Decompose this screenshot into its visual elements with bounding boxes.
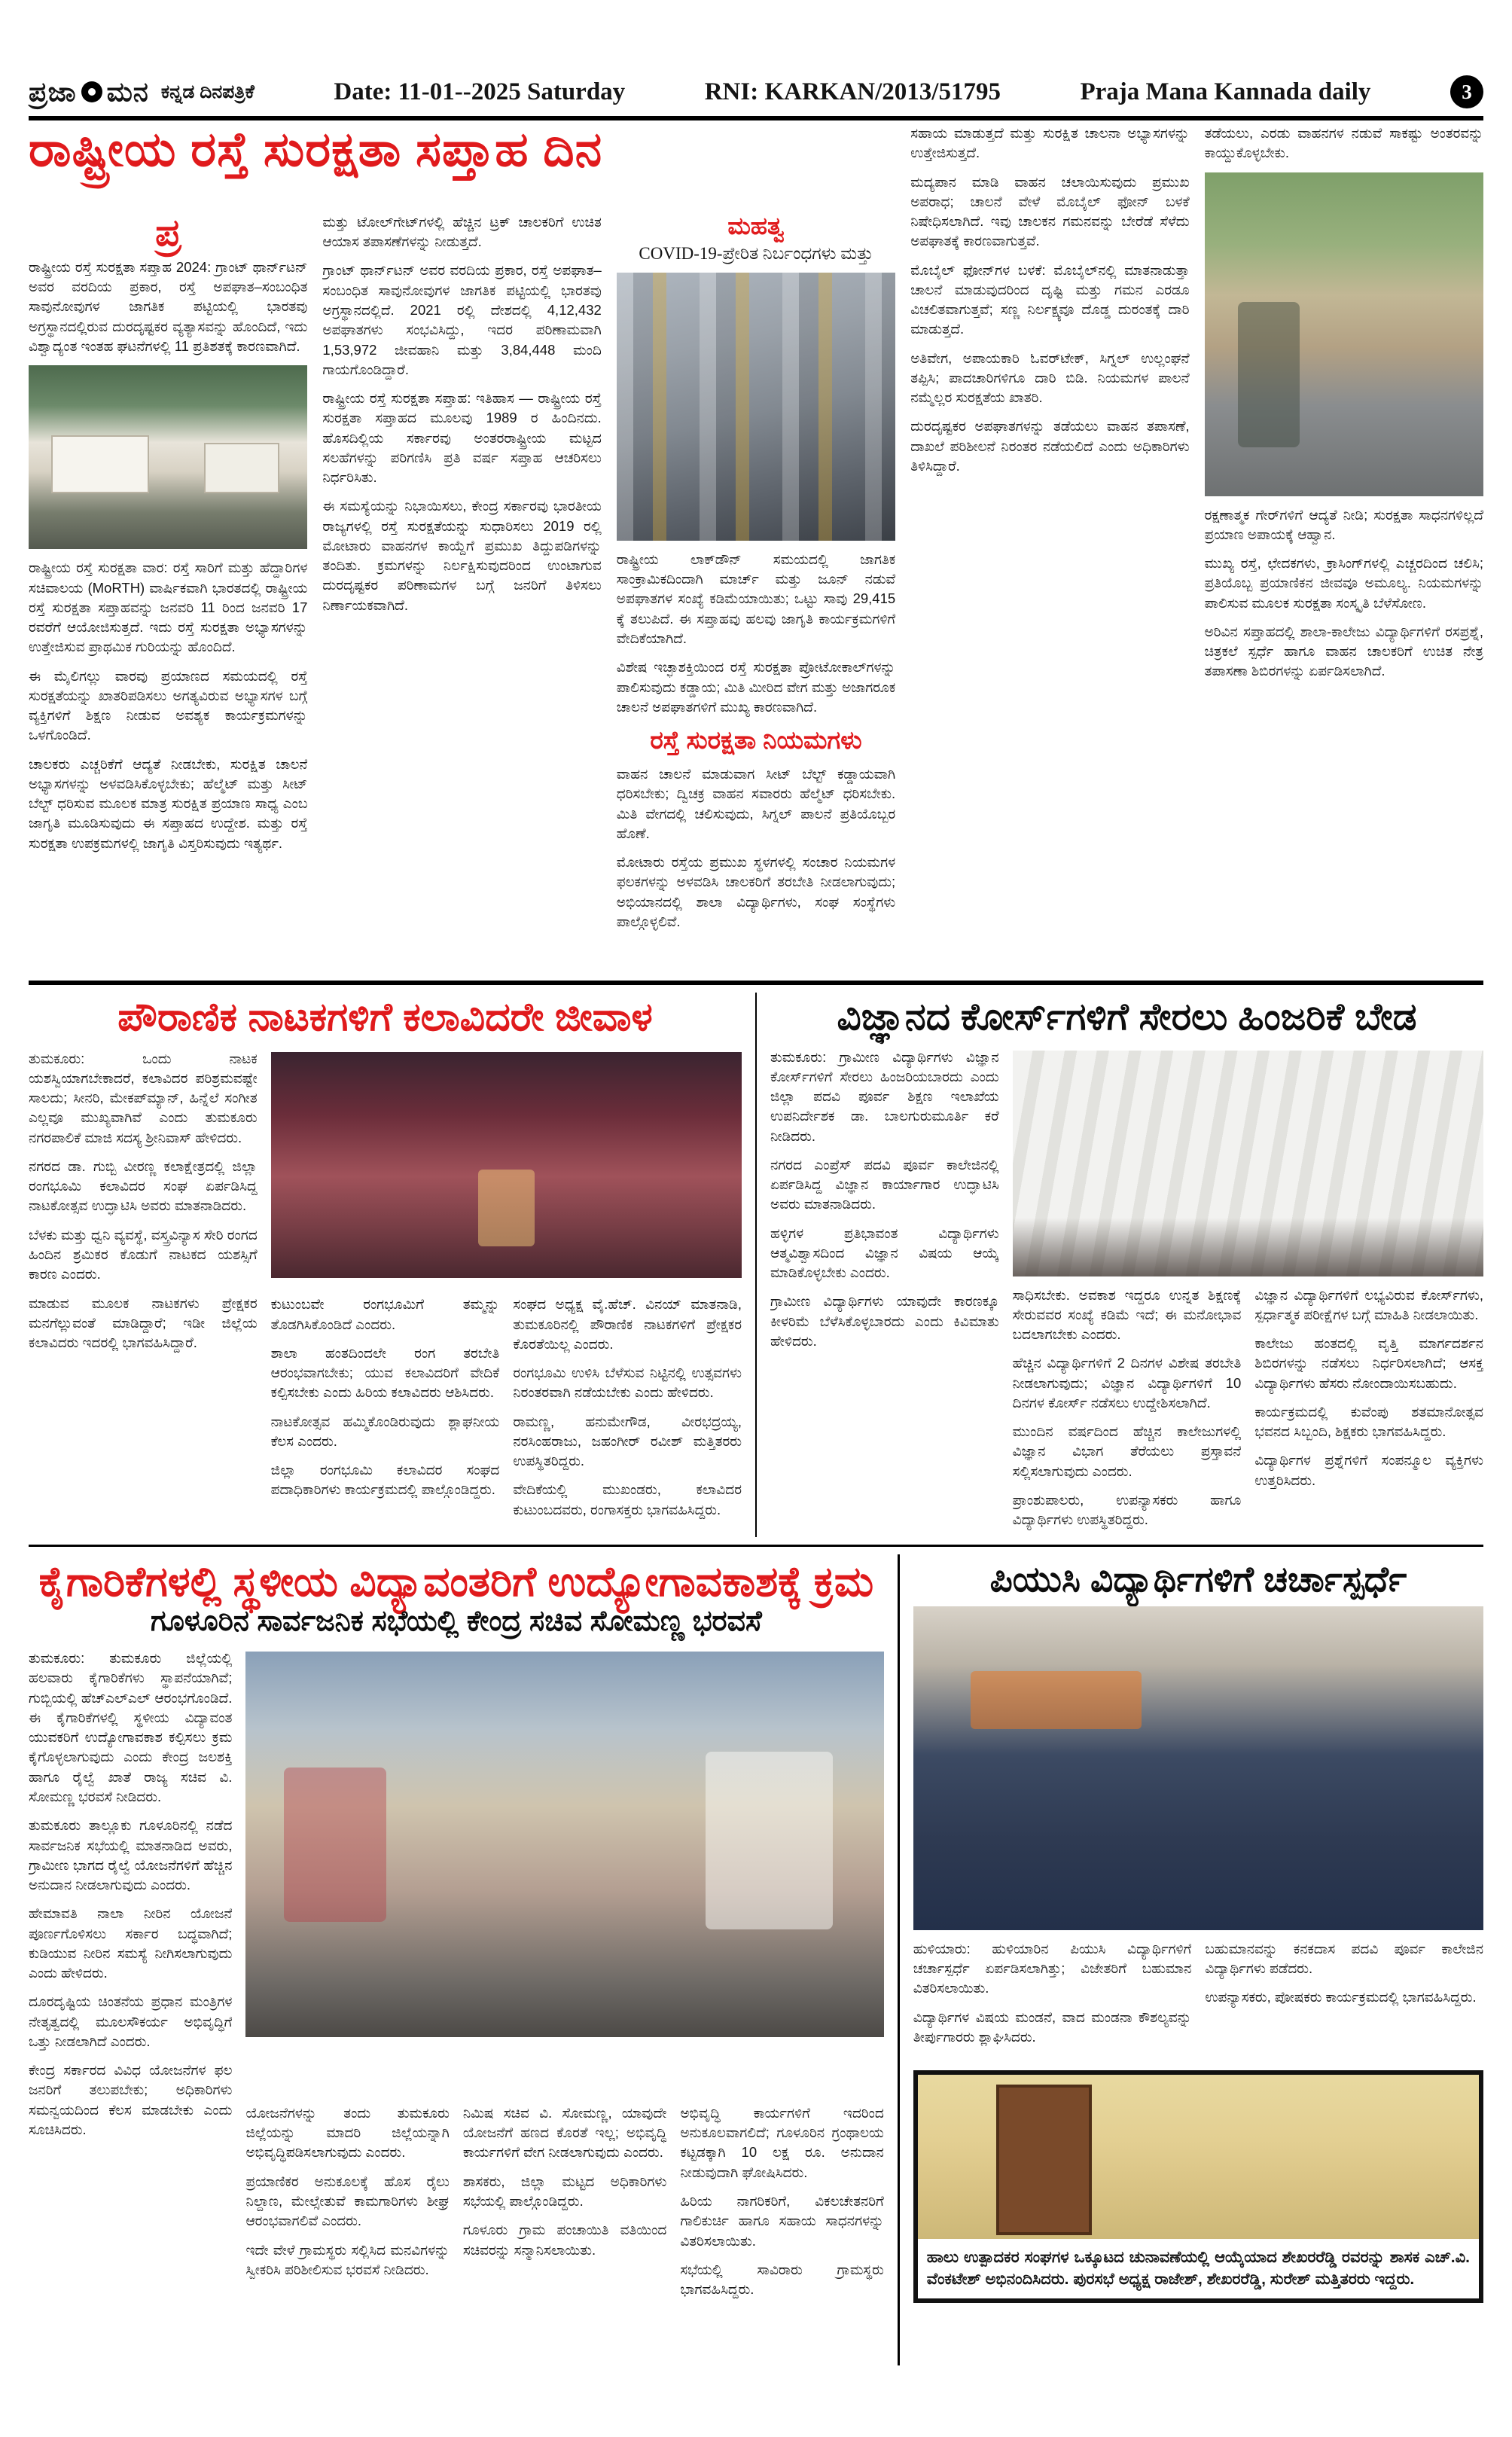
road-safety-col-1 [29, 212, 307, 973]
body-paragraph: ಈ ಮೈಲಿಗಲ್ಲು ವಾರವು ಪ್ರಯಾಣದ ಸಮಯದಲ್ಲಿ ರಸ್ತೆ ಸುರಕ್ಷತೆಯನ್ನು ಖಾತರಿಪಡಿಸಲು ಅಗತ್ಯವಿರುವ ಅಭ್ಯಾಸಗಳ ಬಗ್ಗೆ ವ್ಯಕ್ತಿಗಳಿಗೆ ಶಿಕ್ಷಣ ನೀಡುವ ಅವಶ್ಯಕ ಕಾರ್ಯಕ್ರಮಗಳನ್ನು ಒಳಗೊಂಡಿದೆ. [29, 667, 308, 743]
body-paragraph: ಚಾಲಕರು ಎಚ್ಚರಿಕೆಗೆ ಆದ್ಯತೆ ನೀಡಬೇಕು, ಸುರಕ್ಷಿತ ಚಾಲನೆ ಅಭ್ಯಾಸಗಳನ್ನು ಅಳವಡಿಸಿಕೊಳ್ಳಬೇಕು; ಹೆಲ್ಮೆಟ್ ಮತ್ತು ಸೀಟ್ ಬೆಲ್ಟ್ ಧರಿಸುವ ಮೂಲಕ ಮಾತ್ರ ಸುರಕ್ಷಿತ ಪ್ರಯಾಣ ಸಾಧ್ಯ ಎಂಬ ಜಾಗೃತಿ ಮೂಡಿಸುವುದು ಈ ಸಪ್ತಾಹದ ಉದ್ದೇಶ. ಮತ್ತು ರಸ್ತೆ ಸುರಕ್ಷತಾ ಉಪಕ್ರಮಗಳಲ್ಲಿ ಜಾಗೃತಿ ವಿಸ್ತರಿಸುವುದು ಇತ್ಯರ್ಥ. [29, 755, 308, 851]
body-paragraph: ಸಾಧಿಸಬೇಕು. ಅವಕಾಶ ಇದ್ದರೂ ಉನ್ನತ ಶಿಕ್ಷಣಕ್ಕೆ ಸೇರುವವರ ಸಂಖ್ಯೆ ಕಡಿಮೆ ಇದೆ; ಈ ಮನೋಭಾವ ಬದಲಾಗಬೇಕು ಎಂದರು. [1012, 1286, 1242, 1343]
photo-caption: ಹಾಲು ಉತ್ಪಾದಕರ ಸಂಘಗಳ ಒಕ್ಕೂಟದ ಚುನಾವಣೆಯಲ್ಲಿ ಆಯ್ಕೆಯಾದ ಶೇಖರರೆಡ್ಡಿ ರವರನ್ನು ಶಾಸಕ ಎಚ್.ವಿ. ವೆಂಕಟೇಶ್ ಅಭಿನಂದಿಸಿದರು. ಪುರಸಭೆ ಅಧ್ಯಕ್ಷ ರಾಜೇಶ್, ಶೇಖರರೆಡ್ಡಿ, ಸುರೇಶ್ ಮತ್ತಿತರರು ಇದ್ದರು. [918, 2239, 1479, 2298]
body-paragraph: ಕುಟುಂಬವೇ ರಂಗಭೂಮಿಗೆ ತಮ್ಮನ್ನು ತೊಡಗಿಸಿಕೊಂಡಿದೆ ಎಂದರು. [270, 1296, 500, 1332]
photo-science-workshop [1013, 1051, 1483, 1276]
body-paragraph: ಪ್ರಯಾಣಿಕರ ಅನುಕೂಲಕ್ಕೆ ಹೊಸ ರೈಲು ನಿಲ್ದಾಣ, ಮೇಲ್ಸೇತುವೆ ಕಾಮಗಾರಿಗಳು ಶೀಘ್ರ ಆರಂಭವಾಗಲಿವೆ ಎಂದರು. [245, 2173, 450, 2229]
body-paragraph: ಸಂಘದ ಅಧ್ಯಕ್ಷ ವೈ.ಹೆಚ್. ವಿನಯ್ ಮಾತನಾಡಿ, ತುಮಕೂರಿನಲ್ಲಿ ಪೌರಾಣಿಕ ನಾಟಕಗಳಿಗೆ ಪ್ರೇಕ್ಷಕರ ಕೊರತೆಯಿಲ್ಲ ಎಂದರು. [513, 1296, 742, 1352]
photo-traffic-police [1205, 172, 1483, 496]
science-headline: ವಿಜ್ಞಾನದ ಕೋರ್ಸ್‌ಗಳಿಗೆ ಸೇರಲು ಹಿಂಜರಿಕೆ ಬೇಡ [837, 996, 1417, 1038]
drama-col-1 [29, 1049, 258, 1537]
body-paragraph: ರಕ್ಷಣಾತ್ಮಕ ಗೇರ್‌ಗಳಿಗೆ ಆದ್ಯತೆ ನೀಡಿ; ಸುರಕ್ಷತಾ ಸಾಧನಗಳಿಲ್ಲದೆ ಪ್ರಯಾಣ ಅಪಾಯಕ್ಕೆ ಆಹ್ವಾನ. [1204, 506, 1483, 542]
importance-kicker: ಮಹತ್ವ [727, 212, 785, 239]
body-paragraph: ವಿಶೇಷ ಇಚ್ಛಾಶಕ್ತಿಯಿಂದ ರಸ್ತೆ ಸುರಕ್ಷತಾ ಪ್ರೋಟೋಕಾಲ್‌ಗಳನ್ನು ಪಾಲಿಸುವುದು ಕಡ್ಡಾಯ; ಮಿತಿ ಮೀರಿದ ವೇಗ ಮತ್ತು ಅಜಾಗರೂಕ ಚಾಲನೆ ಅಪಘಾತಗಳಿಗೆ ಮುಖ್ಯ ಕಾರಣವಾಗಿದೆ. [616, 659, 896, 715]
body-paragraph: ತುಮಕೂರು: ಒಂದು ನಾಟಕ ಯಶಸ್ವಿಯಾಗಬೇಕಾದರೆ, ಕಲಾವಿದರ ಪರಿಶ್ರಮವಷ್ಟೇ ಸಾಲದು; ಸೀನರಿ, ಮೇಕಪ್‌ಮ್ಯಾನ್, ಹಿನ್ನೆಲೆ ಸಂಗೀತ ಎಲ್ಲವೂ ಮುಖ್ಯವಾಗಿವೆ ಎಂದು ತುಮಕೂರು ನಗರಪಾಲಿಕೆ ಮಾಜಿ ಸದಸ್ಯ ಶ್ರೀನಿವಾಸ್ ಹೇಳಿದರು. [29, 1050, 258, 1145]
road-safety-col-2 [322, 212, 601, 973]
photo-traffic-jam [617, 273, 895, 541]
industry-col-3 [463, 2103, 666, 2365]
road-safety-col-4 [910, 124, 1189, 973]
article-industry [29, 1554, 900, 2366]
body-paragraph: ಮೊಬೈಲ್ ಫೋನ್‌ಗಳ ಬಳಕೆ: ಮೊಬೈಲ್‌ನಲ್ಲಿ ಮಾತನಾಡುತ್ತಾ ಚಾಲನೆ ಮಾಡುವುದರಿಂದ ದೃಷ್ಟಿ ಮತ್ತು ಗಮನ ಎರಡೂ ವಿಚಲಿತವಾಗುತ್ತವೆ; ಸಣ್ಣ ನಿರ್ಲಕ್ಷ್ಯವೂ ದೊಡ್ಡ ದುರಂತಕ್ಕೆ ದಾರಿ ಮಾಡುತ್ತದೆ. [910, 261, 1190, 337]
body-paragraph: ಬಹುಮಾನವನ್ನು ಕನಕದಾಸ ಪದವಿ ಪೂರ್ವ ಕಾಲೇಜಿನ ವಿದ್ಯಾರ್ಥಿಗಳು ಪಡೆದರು. [1205, 1940, 1483, 1977]
body-paragraph: ಈ ಸಮಸ್ಯೆಯನ್ನು ನಿಭಾಯಿಸಲು, ಕೇಂದ್ರ ಸರ್ಕಾರವು ಭಾರತೀಯ ರಾಜ್ಯಗಳಲ್ಲಿ ರಸ್ತೆ ಸುರಕ್ಷತೆಯನ್ನು ಸುಧಾರಿಸಲು 2019 ರಲ್ಲಿ ಮೋಟಾರು ವಾಹನಗಳ ಕಾಯ್ದೆಗೆ ಪ್ರಮುಖ ತಿದ್ದುಪಡಿಗಳನ್ನು ತಂದಿತು. ಕ್ರಮಗಳನ್ನು ನಿರ್ಲಕ್ಷಿಸುವುದರಿಂದ ಉಂಟಾಗುವ ದುರದೃಷ್ಟಕರ ಪರಿಣಾಮಗಳ ಬಗ್ಗೆ ಜನರಿಗೆ ತಿಳಿಸಲು ನಿರ್ಣಾಯಕವಾಗಿದೆ. [322, 498, 602, 613]
article-puc-debate [900, 1554, 1483, 2366]
road-safety-col-3 [617, 212, 895, 973]
body-paragraph: ಸಹಾಯ ಮಾಡುತ್ತದೆ ಮತ್ತು ಸುರಕ್ಷಿತ ಚಾಲನಾ ಅಭ್ಯಾಸಗಳನ್ನು ಉತ್ತೇಜಿಸುತ್ತದೆ. [910, 125, 1190, 161]
body-paragraph: ಗ್ರಾಮೀಣ ವಿದ್ಯಾರ್ಥಿಗಳು ಯಾವುದೇ ಕಾರಣಕ್ಕೂ ಕೀಳರಿಮೆ ಬೆಳೆಸಿಕೊಳ್ಳಬಾರದು ಎಂದು ಕಿವಿಮಾತು ಹೇಳಿದರು. [770, 1293, 999, 1349]
body-paragraph: ಕಾರ್ಯಕ್ರಮದಲ್ಲಿ ಕುವೆಂಪು ಶತಮಾನೋತ್ಸವ ಭವನದ ಸಿಬ್ಬಂದಿ, ಶಿಕ್ಷಕರು ಭಾಗವಹಿಸಿದ್ದರು. [1254, 1403, 1483, 1440]
body-paragraph: ಹುಳಿಯಾರು: ಹುಳಿಯಾರಿನ ಪಿಯುಸಿ ವಿದ್ಯಾರ್ಥಿಗಳಿಗೆ ಚರ್ಚಾಸ್ಪರ್ಧೆ ಏರ್ಪಡಿಸಲಾಗಿತ್ತು; ವಿಜೇತರಿಗೆ ಬಹುಮಾನ ವಿತರಿಸಲಾಯಿತು. [913, 1940, 1192, 1996]
science-col-2 [1013, 1286, 1242, 1536]
body-paragraph: ರಾಮಣ್ಣ, ಹನುಮೇಗೌಡ, ವೀರಭದ್ರಯ್ಯ, ನರಸಿಂಹರಾಜು, ಜಹಂಗೀರ್ ರವೀಶ್ ಮತ್ತಿತರರು ಉಪಸ್ಥಿತರಿದ್ದರು. [513, 1413, 742, 1469]
masthead-tagline: ಕನ್ನಡ ದಿನಪತ್ರಿಕೆ [160, 81, 255, 102]
rni-number: RNI: KARKAN/2013/51795 [704, 78, 1001, 105]
body-paragraph: ಇದೇ ವೇಳೆ ಗ್ರಾಮಸ್ಥರು ಸಲ್ಲಿಸಿದ ಮನವಿಗಳನ್ನು ಸ್ವೀಕರಿಸಿ ಪರಿಶೀಲಿಸುವ ಭರವಸೆ ನೀಡಿದರು. [245, 2241, 450, 2277]
body-paragraph: ವಿಜ್ಞಾನ ವಿದ್ಯಾರ್ಥಿಗಳಿಗೆ ಲಭ್ಯವಿರುವ ಕೋರ್ಸ್‌ಗಳು, ಸ್ಪರ್ಧಾತ್ಮಕ ಪರೀಕ್ಷೆಗಳ ಬಗ್ಗೆ ಮಾಹಿತಿ ನೀಡಲಾಯಿತು. [1254, 1286, 1483, 1322]
body-paragraph: ನಗರದ ಡಾ. ಗುಬ್ಬಿ ವೀರಣ್ಣ ಕಲಾಕ್ಷೇತ್ರದಲ್ಲಿ ಜಿಲ್ಲಾ ರಂಗಭೂಮಿ ಕಲಾವಿದರ ಸಂಘ ಏರ್ಪಡಿಸಿದ್ದ ನಾಟಕೋತ್ಸವ ಉದ್ಘಾಟಿಸಿ ಅವರು ಮಾತನಾಡಿದರು. [29, 1157, 258, 1214]
body-paragraph: ಮಾಡುವ ಮೂಲಕ ನಾಟಕಗಳು ಪ್ರೇಕ್ಷಕರ ಮನಗೆಲ್ಲುವಂತೆ ಮಾಡಿದ್ದಾರೆ; ಇಡೀ ಜಿಲ್ಲೆಯ ಕಲಾವಿದರು ಇದರಲ್ಲಿ ಭಾಗವಹಿಸಿದ್ದಾರೆ. [29, 1295, 258, 1351]
body-paragraph: ತುಮಕೂರು: ಗ್ರಾಮೀಣ ವಿದ್ಯಾರ್ಥಿಗಳು ವಿಜ್ಞಾನ ಕೋರ್ಸ್‌ಗಳಿಗೆ ಸೇರಲು ಹಿಂಜರಿಯಬಾರದು ಎಂದು ಜಿಲ್ಲಾ ಪದವಿ ಪೂರ್ವ ಶಿಕ್ಷಣ ಇಲಾಖೆಯ ಉಪನಿರ್ದೇಶಕ ಡಾ. ಬಾಲಗುರುಮೂರ್ತಿ ಕರೆ ನೀಡಿದರು. [770, 1048, 999, 1144]
body-paragraph: ಮುಖ್ಯ ರಸ್ತೆ, ಛೇದಕಗಳು, ಕ್ರಾಸಿಂಗ್‌ಗಳಲ್ಲಿ ಎಚ್ಚರದಿಂದ ಚಲಿಸಿ; ಪ್ರತಿಯೊಬ್ಬ ಪ್ರಯಾಣಿಕನ ಜೀವವೂ ಅಮೂಲ್ಯ. ನಿಯಮಗಳನ್ನು ಪಾಲಿಸುವ ಮೂಲಕ ಸುರಕ್ಷತಾ ಸಂಸ್ಕೃತಿ ಬೆಳೆಸೋಣ. [1204, 555, 1483, 611]
framed-photo-block [913, 2070, 1483, 2303]
body-paragraph: ತುಮಕೂರು: ತುಮಕೂರು ಜಿಲ್ಲೆಯಲ್ಲಿ ಹಲವಾರು ಕೈಗಾರಿಕೆಗಳು ಸ್ಥಾಪನೆಯಾಗಿವೆ; ಗುಬ್ಬಿಯಲ್ಲಿ ಹೆಚ್‌ಎಲ್‌ಎಲ್ ಆರಂಭಗೊಂಡಿದೆ. ಈ ಕೈಗಾರಿಕೆಗಳಲ್ಲಿ ಸ್ಥಳೀಯ ವಿದ್ಯಾವಂತ ಯುವಕರಿಗೆ ಉದ್ಯೋಗಾವಕಾಶ ಕಲ್ಪಿಸಲು ಕ್ರಮ ಕೈಗೊಳ್ಳಲಾಗುವುದು ಎಂದು ಕೇಂದ್ರ ಜಲಶಕ್ತಿ ಹಾಗೂ ರೈಲ್ವೆ ಖಾತೆ ರಾಜ್ಯ ಸಚಿವ ವಿ. ಸೋಮಣ್ಣ ಭರವಸೆ ನೀಡಿದರು. [29, 1650, 233, 1804]
body-paragraph: ವೇದಿಕೆಯಲ್ಲಿ ಮುಖಂಡರು, ಕಲಾವಿದರ ಕುಟುಂಬದವರು, ರಂಗಾಸಕ್ತರು ಭಾಗವಹಿಸಿದ್ದರು. [513, 1481, 742, 1517]
puc-col-1 [913, 1939, 1192, 2066]
page-header [29, 75, 1483, 120]
photo-drama-festival [271, 1052, 742, 1278]
body-paragraph: ವಾಹನ ಚಾಲನೆ ಮಾಡುವಾಗ ಸೀಟ್ ಬೆಲ್ಟ್ ಕಡ್ಡಾಯವಾಗಿ ಧರಿಸಬೇಕು; ದ್ವಿಚಕ್ರ ವಾಹನ ಸವಾರರು ಹೆಲ್ಮೆಟ್ ಧರಿಸಬೇಕು. ಮಿತಿ ವೇಗದಲ್ಲಿ ಚಲಿಸುವುದು, ಸಿಗ್ನಲ್ ಪಾಲನೆ ಪ್ರತಿಯೊಬ್ಬರ ಹೊಣೆ. [616, 766, 896, 841]
drama-col-2 [271, 1295, 500, 1536]
body-paragraph: ತಡೆಯಲು, ಎರಡು ವಾಹನಗಳ ನಡುವೆ ಸಾಕಷ್ಟು ಅಂತರವನ್ನು ಕಾಯ್ದುಕೊಳ್ಳಬೇಕು. [1204, 125, 1483, 161]
photo-students-banner [29, 365, 307, 549]
body-paragraph: ಶಾಸಕರು, ಜಿಲ್ಲಾ ಮಟ್ಟದ ಅಧಿಕಾರಿಗಳು ಸಭೆಯಲ್ಲಿ ಪಾಲ್ಗೊಂಡಿದ್ದರು. [462, 2173, 667, 2209]
body-paragraph: ಮೋಟಾರು ರಸ್ತೆಯ ಪ್ರಮುಖ ಸ್ಥಳಗಳಲ್ಲಿ ಸಂಚಾರ ನಿಯಮಗಳ ಫಲಕಗಳನ್ನು ಅಳವಡಿಸಿ ಚಾಲಕರಿಗೆ ತರಬೇತಿ ನೀಡಲಾಗುವುದು; ಅಭಿಯಾನದಲ್ಲಿ ಶಾಲಾ ವಿದ್ಯಾರ್ಥಿಗಳು, ಸಂಘ ಸಂಸ್ಥೆಗಳು ಪಾಲ್ಗೊಳ್ಳಲಿವೆ. [616, 854, 896, 929]
photo-puc-debate-students [913, 1606, 1483, 1930]
body-paragraph: ನಾಟಕೋತ್ಸವ ಹಮ್ಮಿಕೊಂಡಿರುವುದು ಶ್ಲಾಘನೀಯ ಕೆಲಸ ಎಂದರು. [270, 1413, 500, 1449]
masthead-name-part2: ಮನ [106, 75, 149, 107]
body-paragraph: ಮುಂದಿನ ವರ್ಷದಿಂದ ಹೆಚ್ಚಿನ ಕಾಲೇಜುಗಳಲ್ಲಿ ವಿಜ್ಞಾನ ವಿಭಾಗ ತೆರೆಯಲು ಪ್ರಸ್ತಾವನೆ ಸಲ್ಲಿಸಲಾಗುವುದು ಎಂದರು. [1012, 1423, 1242, 1479]
body-paragraph: ರಾಷ್ಟ್ರೀಯ ರಸ್ತೆ ಸುರಕ್ಷತಾ ವಾರ: ರಸ್ತೆ ಸಾರಿಗೆ ಮತ್ತು ಹೆದ್ದಾರಿಗಳ ಸಚಿವಾಲಯ (MoRTH) ವಾರ್ಷಿಕವಾಗಿ ಭಾರತದಲ್ಲಿ ರಾಷ್ಟ್ರೀಯ ರಸ್ತೆ ಸುರಕ್ಷತಾ ಸಪ್ತಾಹವನ್ನು ಜನವರಿ 11 ರಿಂದ ಜನವರಿ 17 ರವರೆಗೆ ಆಯೋಜಿಸುತ್ತದೆ. ಇದು ರಸ್ತೆ ಸುರಕ್ಷತಾ ಅಭ್ಯಾಸಗಳನ್ನು ಉತ್ತೇಜಿಸುವ ಪ್ರಾಥಮಿಕ ಗುರಿಯನ್ನು ಹೊಂದಿದೆ. [29, 560, 308, 655]
body-paragraph: ಅರಿವಿನ ಸಪ್ತಾಹದಲ್ಲಿ ಶಾಲಾ-ಕಾಲೇಜು ವಿದ್ಯಾರ್ಥಿಗಳಿಗೆ ರಸಪ್ರಶ್ನೆ, ಚಿತ್ರಕಲೆ ಸ್ಪರ್ಧೆ ಹಾಗೂ ವಾಹನ ಚಾಲಕರಿಗೆ ಉಚಿತ ನೇತ್ರ ತಪಾಸಣಾ ಶಿಬಿರಗಳನ್ನು ಏರ್ಪಡಿಸಲಾಗಿದೆ. [1204, 623, 1483, 679]
industry-subheadline: ಗೂಳೂರಿನ ಸಾರ್ವಜನಿಕ ಸಭೆಯಲ್ಲಿ ಕೇಂದ್ರ ಸಚಿವ ಸೋಮಣ್ಣ ಭರವಸೆ [151, 1606, 762, 1638]
article-science [757, 993, 1483, 1537]
body-paragraph: ರಾಷ್ಟ್ರೀಯ ಲಾಕ್‌ಡೌನ್ ಸಮಯದಲ್ಲಿ ಜಾಗತಿಕ ಸಾಂಕ್ರಾಮಿಕದಿಂದಾಗಿ ಮಾರ್ಚ್ ಮತ್ತು ಜೂನ್ ನಡುವೆ ಅಪಘಾತಗಳ ಸಂಖ್ಯೆ ಕಡಿಮೆಯಾಯಿತು; ಒಟ್ಟು ಸಾವು 29,415 ಕ್ಕೆ ತಲುಪಿದೆ. ಈ ಸಪ್ತಾಹವು ಹಲವು ಜಾಗೃತಿ ಕಾರ್ಯಕ್ರಮಗಳಿಗೆ ವೇದಿಕೆಯಾಗಿದೆ. [616, 551, 896, 646]
road-safety-rules-subhead: ರಸ್ತೆ ಸುರಕ್ಷತಾ ನಿಯಮಗಳು [650, 726, 862, 755]
body-paragraph: ದುರದೃಷ್ಟಕರ ಅಪಘಾತಗಳನ್ನು ತಡೆಯಲು ವಾಹನ ತಪಾಸಣೆ, ದಾಖಲೆ ಪರಿಶೀಲನೆ ನಿರಂತರ ನಡೆಯಲಿದೆ ಎಂದು ಅಧಿಕಾರಿಗಳು ತಿಳಿಸಿದ್ದಾರೆ. [910, 418, 1190, 474]
body-paragraph: ಗ್ರಾಂಟ್ ಥಾರ್ನ್‌ಟನ್ ಅವರ ವರದಿಯ ಪ್ರಕಾರ, ರಸ್ತೆ ಅಪಘಾತ–ಸಂಬಂಧಿತ ಸಾವುನೋವುಗಳ ಜಾಗತಿಕ ಪಟ್ಟಿಯಲ್ಲಿ ಭಾರತವು ಅಗ್ರಸ್ಥಾನದಲ್ಲಿದೆ. 2021 ರಲ್ಲಿ ದೇಶದಲ್ಲಿ 4,12,432 ಅಪಘಾತಗಳು ಸಂಭವಿಸಿದ್ದು, ಇದರ ಪರಿಣಾಮವಾಗಿ 1,53,972 ಜೀವಹಾನಿ ಮತ್ತು 3,84,448 ಮಂದಿ ಗಾಯಗೊಂಡಿದ್ದಾರೆ. [322, 262, 602, 377]
body-paragraph: ರಾಷ್ಟ್ರೀಯ ರಸ್ತೆ ಸುರಕ್ಷತಾ ಸಪ್ತಾಹ 2024: ಗ್ರಾಂಟ್ ಥಾರ್ನ್‌ಟನ್ ಅವರ ವರದಿಯ ಪ್ರಕಾರ, ರಸ್ತೆ ಅಪಘಾತ–ಸಂಬಂಧಿತ ಸಾವುನೋವುಗಳ ಜಾಗತಿಕ ಪಟ್ಟಿಯಲ್ಲಿ ಭಾರತವು ಅಗ್ರಸ್ಥಾನದಲ್ಲಿರುವ ದುರದೃಷ್ಟಕರ ವ್ಯತ್ಯಾಸವನ್ನು ಹೊಂದಿದೆ, ಇದು ವಿಶ್ವಾದ್ಯಂತ ಇಂತಹ ಘಟನೆಗಳಲ್ಲಿ 11 ಪ್ರತಿಶತಕ್ಕೆ ಕಾರಣವಾಗಿದೆ. [29, 258, 308, 354]
masthead-name-part1: ಪ್ರಜಾ [29, 75, 77, 107]
body-paragraph: ಮತ್ತು ಟೋಲ್‌ಗೇಟ್‌ಗಳಲ್ಲಿ ಹೆಚ್ಚಿನ ಟ್ರಕ್ ಚಾಲಕರಿಗೆ ಉಚಿತ ಆಯಾಸ ತಪಾಸಣೆಗಳನ್ನು ನೀಡುತ್ತದೆ. [322, 213, 602, 250]
body-paragraph: ಜಿಲ್ಲಾ ರಂಗಭೂಮಿ ಕಲಾವಿದರ ಸಂಘದ ಪದಾಧಿಕಾರಿಗಳು ಕಾರ್ಯಕ್ರಮದಲ್ಲಿ ಪಾಲ್ಗೊಂಡಿದ್ದರು. [270, 1462, 500, 1498]
body-paragraph: ರಂಗಭೂಮಿ ಉಳಿಸಿ ಬೆಳೆಸುವ ನಿಟ್ಟಿನಲ್ಲಿ ಉತ್ಸವಗಳು ನಿರಂತರವಾಗಿ ನಡೆಯಬೇಕು ಎಂದು ಹೇಳಿದರು. [513, 1365, 742, 1401]
road-safety-col-5 [1205, 124, 1483, 973]
masthead-emblem-icon [81, 81, 102, 102]
science-col-1 [770, 1048, 999, 1536]
article-road-safety [29, 120, 1483, 973]
body-paragraph: ಹಿರಿಯ ನಾಗರಿಕರಿಗೆ, ವಿಕಲಚೇತನರಿಗೆ ಗಾಲಿಕುರ್ಚಿ ಹಾಗೂ ಸಹಾಯ ಸಾಧನಗಳನ್ನು ವಿತರಿಸಲಾಯಿತು. [680, 2193, 884, 2249]
body-paragraph: ದೂರದೃಷ್ಟಿಯ ಚಿಂತನೆಯ ಪ್ರಧಾನ ಮಂತ್ರಿಗಳ ನೇತೃತ್ವದಲ್ಲಿ ಮೂಲಸೌಕರ್ಯ ಅಭಿವೃದ್ಧಿಗೆ ಒತ್ತು ನೀಡಲಾಗಿದೆ ಎಂದರು. [29, 1993, 233, 2049]
body-paragraph: ಕಾಲೇಜು ಹಂತದಲ್ಲಿ ವೃತ್ತಿ ಮಾರ್ಗದರ್ಶನ ಶಿಬಿರಗಳನ್ನು ನಡೆಸಲು ನಿರ್ಧರಿಸಲಾಗಿದೆ; ಆಸಕ್ತ ವಿದ್ಯಾರ್ಥಿಗಳು ಹೆಸರು ನೋಂದಾಯಿಸಬಹುದು. [1254, 1335, 1483, 1391]
body-paragraph: ಶಾಲಾ ಹಂತದಿಂದಲೇ ರಂಗ ತರಬೇತಿ ಆರಂಭವಾಗಬೇಕು; ಯುವ ಕಲಾವಿದರಿಗೆ ವೇದಿಕೆ ಕಲ್ಪಿಸಬೇಕು ಎಂದು ಹಿರಿಯ ಕಲಾವಿದರು ಆಶಿಸಿದರು. [270, 1344, 500, 1401]
body-paragraph: ರಾಷ್ಟ್ರೀಯ ರಸ್ತೆ ಸುರಕ್ಷತಾ ಸಪ್ತಾಹ: ಇತಿಹಾಸ — ರಾಷ್ಟ್ರೀಯ ರಸ್ತೆ ಸುರಕ್ಷತಾ ಸಪ್ತಾಹದ ಮೂಲವು 1989 ರ ಹಿಂದಿನದು. ಹೊಸದಿಲ್ಲಿಯ ಸರ್ಕಾರವು ಅಂತರರಾಷ್ಟ್ರೀಯ ಮಟ್ಟದ ಸಲಹೆಗಳನ್ನು ಪರಿಗಣಿಸಿ ಪ್ರತಿ ವರ್ಷ ಸಪ್ತಾಹ ಆಚರಿಸಲು ನಿರ್ಧರಿಸಿತು. [322, 390, 602, 486]
page-number-badge: 3 [1450, 75, 1483, 108]
body-paragraph: ಉಪನ್ಯಾಸಕರು, ಪೋಷಕರು ಕಾರ್ಯಕ್ರಮದಲ್ಲಿ ಭಾಗವಹಿಸಿದ್ದರು. [1205, 1989, 1477, 2005]
body-paragraph: ಹೆಚ್ಚಿನ ವಿದ್ಯಾರ್ಥಿಗಳಿಗೆ 2 ದಿನಗಳ ವಿಶೇಷ ತರಬೇತಿ ನೀಡಲಾಗುವುದು; ವಿಜ್ಞಾನ ವಿದ್ಯಾರ್ಥಿಗಳಿಗೆ 10 ದಿನಗಳ ಕೋರ್ಸ್ ನಡೆಸಲು ಉದ್ದೇಶಿಸಲಾಗಿದೆ. [1012, 1355, 1242, 1411]
industry-headline: ಕೈಗಾರಿಕೆಗಳಲ್ಲಿ ಸ್ಥಳೀಯ ವಿದ್ಯಾವಂತರಿಗೆ ಉದ್ಯೋಗಾವಕಾಶಕ್ಕೆ ಕ್ರಮ [38, 1557, 874, 1605]
body-paragraph: ಬೆಳಕು ಮತ್ತು ಧ್ವನಿ ವ್ಯವಸ್ಥೆ, ವಸ್ತ್ರವಿನ್ಯಾಸ ಸೇರಿ ರಂಗದ ಹಿಂದಿನ ಶ್ರಮಿಕರ ಕೊಡುಗೆ ನಾಟಕದ ಯಶಸ್ಸಿಗೆ ಕಾರಣ ಎಂದರು. [29, 1226, 258, 1283]
puc-headline: ಪಿಯುಸಿ ವಿದ್ಯಾರ್ಥಿಗಳಿಗೆ ಚರ್ಚಾಸ್ಪರ್ಧೆ [989, 1558, 1407, 1599]
body-paragraph: ನಿಮಿಷ ಸಚಿವ ವಿ. ಸೋಮಣ್ಣ, ಯಾವುದೇ ಯೋಜನೆಗೆ ಹಣದ ಕೊರತೆ ಇಲ್ಲ; ಅಭಿವೃದ್ಧಿ ಕಾರ್ಯಗಳಿಗೆ ವೇಗ ನೀಡಲಾಗುವುದು ಎಂದರು. [462, 2104, 667, 2161]
body-paragraph: ಮದ್ಯಪಾನ ಮಾಡಿ ವಾಹನ ಚಲಾಯಿಸುವುದು ಪ್ರಮುಖ ಅಪರಾಧ; ಚಾಲನೆ ವೇಳೆ ಮೊಬೈಲ್ ಫೋನ್ ಬಳಕೆ ನಿಷೇಧಿಸಲಾಗಿದೆ. ಇವು ಚಾಲಕನ ಗಮನವನ್ನು ಬೇರೆಡೆ ಸೆಳೆದು ಅಪಘಾತಕ್ಕೆ ಕಾರಣವಾಗುತ್ತವೆ. [910, 173, 1190, 249]
body-paragraph: ಅಭಿವೃದ್ಧಿ ಕಾರ್ಯಗಳಿಗೆ ಇದರಿಂದ ಅನುಕೂಲವಾಗಲಿದೆ; ಗೂಳೂರಿನ ಗ್ರಂಥಾಲಯ ಕಟ್ಟಡಕ್ಕಾಗಿ 10 ಲಕ್ಷ ರೂ. ಅನುದಾನ ನೀಡುವುದಾಗಿ ಘೋಷಿಸಿದರು. [680, 2104, 884, 2180]
body-paragraph: ಹಳ್ಳಿಗಳ ಪ್ರತಿಭಾವಂತ ವಿದ್ಯಾರ್ಥಿಗಳು ಆತ್ಮವಿಶ್ವಾಸದಿಂದ ವಿಜ್ಞಾನ ವಿಷಯ ಆಯ್ಕೆ ಮಾಡಿಕೊಳ್ಳಬೇಕು ಎಂದರು. [770, 1225, 999, 1281]
industry-col-1 [29, 1649, 232, 2365]
body-paragraph: ಗೂಳೂರು ಗ್ರಾಮ ಪಂಚಾಯಿತಿ ವತಿಯಿಂದ ಸಚಿವರನ್ನು ಸನ್ಮಾನಿಸಲಾಯಿತು. [462, 2222, 667, 2258]
industry-col-4 [680, 2103, 883, 2365]
photo-felicitation [918, 2075, 1479, 2239]
body-paragraph: ತುಮಕೂರು ತಾಲ್ಲೂಕು ಗೂಳೂರಿನಲ್ಲಿ ನಡೆದ ಸಾರ್ವಜನಿಕ ಸಭೆಯಲ್ಲಿ ಮಾತನಾಡಿದ ಅವರು, ಗ್ರಾಮೀಣ ಭಾಗದ ರೈಲ್ವೆ ಯೋಜನೆಗಳಿಗೆ ಹೆಚ್ಚಿನ ಅನುದಾನ ನೀಡಲಾಗುವುದು ಎಂದರು. [29, 1817, 233, 1893]
drama-col-3 [513, 1295, 742, 1536]
body-paragraph: ಹೇಮಾವತಿ ನಾಲಾ ನೀರಿನ ಯೋಜನೆ ಪೂರ್ಣಗೊಳಿಸಲು ಸರ್ಕಾರ ಬದ್ಧವಾಗಿದೆ; ಕುಡಿಯುವ ನೀರಿನ ಸಮಸ್ಯೆ ನೀಗಿಸಲಾಗುವುದು ಎಂದು ಹೇಳಿದರು. [29, 1905, 233, 1981]
body-paragraph: ವಿದ್ಯಾರ್ಥಿಗಳ ವಿಷಯ ಮಂಡನೆ, ವಾದ ಮಂಡನಾ ಕೌಶಲ್ಯವನ್ನು ತೀರ್ಪುಗಾರರು ಶ್ಲಾಘಿಸಿದರು. [913, 2008, 1192, 2045]
covid-reference-line: COVID-19-ಪ್ರೇರಿತ ನಿರ್ಬಂಧಗಳು ಮತ್ತು [639, 243, 873, 263]
industry-col-2 [245, 2103, 449, 2365]
masthead [29, 76, 255, 108]
body-paragraph: ಕೇಂದ್ರ ಸರ್ಕಾರದ ವಿವಿಧ ಯೋಜನೆಗಳ ಫಲ ಜನರಿಗೆ ತಲುಪಬೇಕು; ಅಧಿಕಾರಿಗಳು ಸಮನ್ವಯದಿಂದ ಕೆಲಸ ಮಾಡಬೇಕು ಎಂದು ಸೂಚಿಸಿದರು. [29, 2062, 233, 2137]
body-paragraph: ವಿದ್ಯಾರ್ಥಿಗಳ ಪ್ರಶ್ನೆಗಳಿಗೆ ಸಂಪನ್ಮೂಲ ವ್ಯಕ್ತಿಗಳು ಉತ್ತರಿಸಿದರು. [1254, 1452, 1483, 1488]
science-col-3 [1254, 1286, 1483, 1536]
body-paragraph: ಅತಿವೇಗ, ಅಪಾಯಕಾರಿ ಓವರ್‌ಟೇಕ್, ಸಿಗ್ನಲ್ ಉಲ್ಲಂಘನೆ ತಪ್ಪಿಸಿ; ಪಾದಚಾರಿಗಳಿಗೂ ದಾರಿ ಬಿಡಿ. ನಿಯಮಗಳ ಪಾಲನೆ ನಮ್ಮೆಲ್ಲರ ಸುರಕ್ಷತೆಯ ಖಾತರಿ. [910, 349, 1190, 406]
body-paragraph: ನಗರದ ಎಂಪ್ರೆಸ್ ಪದವಿ ಪೂರ್ವ ಕಾಲೇಜಿನಲ್ಲಿ ಏರ್ಪಡಿಸಿದ್ದ ವಿಜ್ಞಾನ ಕಾರ್ಯಾಗಾರ ಉದ್ಘಾಟಿಸಿ ಅವರು ಮಾತನಾಡಿದರು. [770, 1156, 999, 1212]
section-divider-rule [29, 981, 1483, 985]
section-divider-rule [29, 1545, 1483, 1547]
body-paragraph: ಸಭೆಯಲ್ಲಿ ಸಾವಿರಾರು ಗ್ರಾಮಸ್ಥರು ಭಾಗವಹಿಸಿದ್ದರು. [680, 2261, 884, 2298]
body-paragraph: ಪ್ರಾಂಶುಪಾಲರು, ಉಪನ್ಯಾಸಕರು ಹಾಗೂ ವಿದ್ಯಾರ್ಥಿಗಳು ಉಪಸ್ಥಿತರಿದ್ದರು. [1012, 1491, 1242, 1528]
body-paragraph: ಯೋಜನೆಗಳನ್ನು ತಂದು ತುಮಕೂರು ಜಿಲ್ಲೆಯನ್ನು ಮಾದರಿ ಜಿಲ್ಲೆಯನ್ನಾಗಿ ಅಭಿವೃದ್ಧಿಪಡಿಸಲಾಗುವುದು ಎಂದರು. [245, 2104, 450, 2161]
article-drama [29, 993, 757, 1537]
masthead-ornament-glyph: ಪ್ರ [155, 212, 181, 254]
puc-col-2 [1205, 1939, 1483, 2066]
edition-date: Date: 11-01--2025 Saturday [334, 78, 626, 105]
paper-name-english: Praja Mana Kannada daily [1080, 78, 1371, 105]
photo-public-meeting [245, 1652, 883, 2037]
road-safety-headline: ರಾಷ್ಟ್ರೀಯ ರಸ್ತೆ ಸುರಕ್ಷತಾ ಸಪ್ತಾಹ ದಿನ [29, 122, 603, 176]
drama-headline: ಪೌರಾಣಿಕ ನಾಟಕಗಳಿಗೆ ಕಲಾವಿದರೇ ಜೀವಾಳ [117, 996, 653, 1039]
